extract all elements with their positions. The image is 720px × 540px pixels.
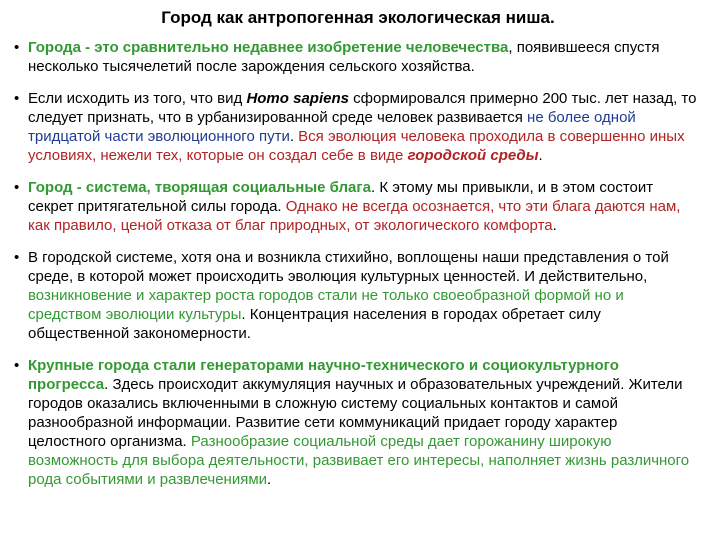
bullet-1 <box>14 38 698 76</box>
bullet-1-text: , появившееся спустя несколько тысячелетий после зарождения сельского хозяйства. <box>28 39 660 75</box>
bullet-4 <box>14 248 698 343</box>
bullet-2-text-3: . <box>289 128 299 145</box>
bullet-3-red: Однако не всегда осознается, что эти блага даются нам, как правило, ценой отказа от благ природных, от экологического комфорта <box>28 198 681 234</box>
bullet-3 <box>14 178 698 235</box>
bullet-marker: • <box>14 357 20 374</box>
bullet-3-text-1: . К этому мы привыкли, и в этом состоит секрет притягательной силы города. <box>28 179 654 215</box>
bullet-5-green: Разнообразие социальной среды дает горожанину широкую возможность для выбора деятельности, развивает его интересы, наполняет жизнь различного рода событиями и развлечениями <box>28 433 690 488</box>
bullet-marker: • <box>14 179 20 196</box>
bullet-3-end: . <box>552 217 557 234</box>
bullet-2-end: . <box>538 147 543 164</box>
bullet-4-text-2: . Концентрация населения в городах обретает силу общественной закономерности. <box>28 306 601 342</box>
slide-title: Город как антропогенная экологическая ниша. <box>161 8 555 27</box>
bullet-marker: • <box>14 90 20 107</box>
bullet-2-red: Вся эволюция человека проходила в совершенно иных условиях, нежели тех, которые он создал себе в виде <box>28 128 685 164</box>
bullet-4-text-1: В городской системе, хотя она и возникла стихийно, воплощены наши представления о той среде, в которой может происходить эволюция культурных ценностей. И действительно, <box>28 249 669 285</box>
bullet-3-highlight: Город - система, творящая социальные блага <box>28 179 371 196</box>
bullet-2 <box>14 89 698 165</box>
bullet-4-green: возникновение и характер роста городов стали не только своеобразной формой но и средством эволюции культуры <box>28 287 624 323</box>
bullet-2-species: Homo sapiens <box>246 90 349 107</box>
bullet-marker: • <box>14 39 20 56</box>
bullet-5-text-1: . Здесь происходит аккумуляция научных и образовательных учреждений. Жители городов оказались включенными в сложную систему социальных контактов и самой разнообразной информации. Развитие сети коммуникаций придает городу характер целостного организма. <box>28 376 683 450</box>
bullet-2-red-bold: городской среды <box>407 147 539 164</box>
bullet-2-text-2: сформировался примерно 200 тыс. лет назад, то следует признать, что в урбанизированной среде человек развивается <box>28 90 697 126</box>
bullet-marker: • <box>14 249 20 266</box>
bullet-5-end: . <box>267 471 272 488</box>
bullet-1-highlight: Города - это сравнительно недавнее изобретение человечества <box>28 39 509 56</box>
bullet-5-highlight: Крупные города стали генераторами научно-технического и социокультурного прогресса <box>28 357 619 393</box>
bullet-5 <box>14 356 698 489</box>
bullet-2-text-1: Если исходить из того, что вид <box>28 90 247 107</box>
bullet-2-blue: не более одной тридцатой части эволюционного пути <box>28 109 636 145</box>
